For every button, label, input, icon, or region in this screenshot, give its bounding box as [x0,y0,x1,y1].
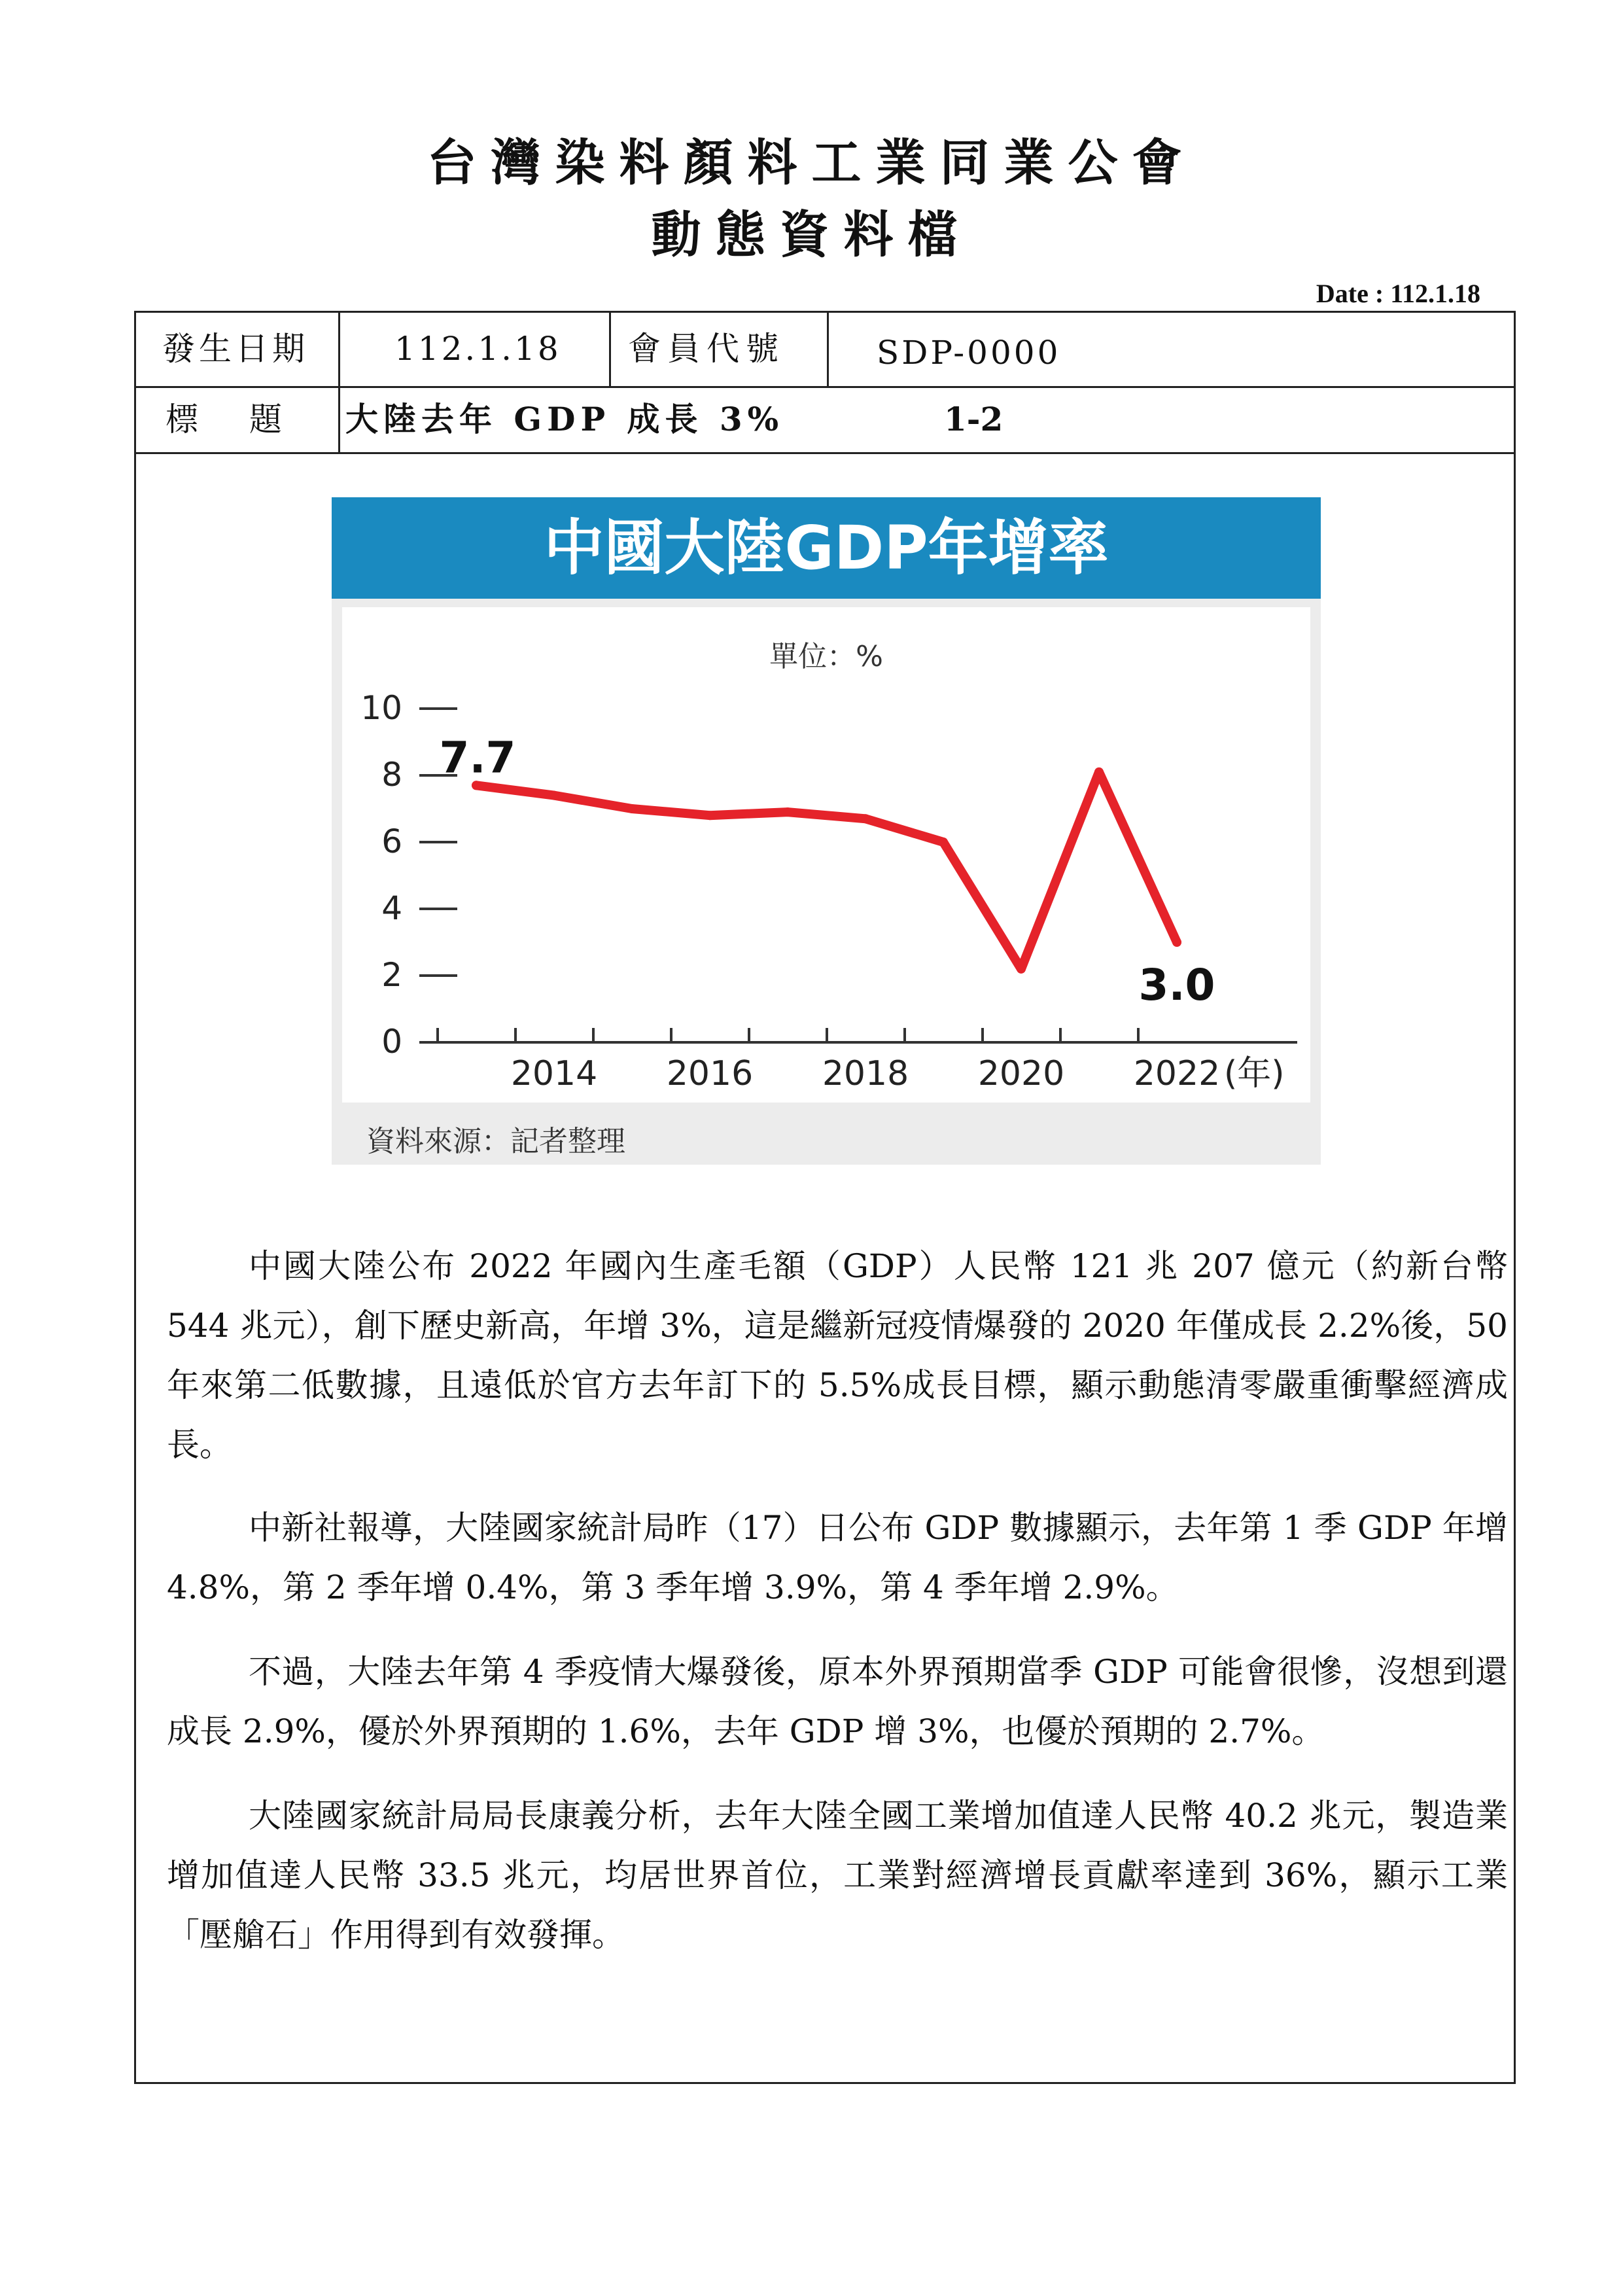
data-point [861,814,870,823]
article-paragraph-1: 中國大陸公布 2022 年國內生產毛額（GDP）人民幣 121 兆 207 億元（約新台幣 544 兆元），創下歷史新高，年增 3%，這是繼新冠疫情爆發的 2020 年僅成長 2.2%後，50 年來第二低數據，且遠低於官方去年訂下的 5.5%成長目標，顯示動態清零嚴重衝擊經濟成長。 [167,1247,1508,1464]
association-title: 台灣染料顏料工業同業公會 [427,133,1196,192]
table-divider [136,386,1514,388]
data-label-2022: 3.0 [1138,960,1215,1010]
chart-svg [342,607,1310,1103]
x-tick-label: 2014 [510,1054,598,1093]
gdp-chart [332,497,1321,1165]
x-axis-unit: (年) [1224,1054,1285,1093]
table-divider [609,313,611,386]
chart-unit-label: 單位：% [769,640,883,673]
data-point [1094,768,1104,777]
data-point [783,807,792,817]
x-tick-label: 2016 [666,1054,754,1093]
y-tick-label: 6 [381,822,402,860]
y-tick-label: 2 [381,956,402,994]
y-tick-label: 4 [381,889,402,927]
data-label-2013: 7.7 [439,732,516,783]
chart-source: 資料來源：記者整理 [366,1125,625,1158]
document-title: 動態資料檔 [651,205,972,264]
x-tick-label: 2020 [977,1054,1065,1093]
page-reference: 1-2 [944,400,1003,438]
chart-title: 中國大陸GDP年增率 [544,513,1109,583]
x-tick-label: 2018 [822,1054,909,1093]
subject-label: 標 題 [166,400,291,438]
table-divider [338,313,340,452]
date-value: 112.1.18 [394,330,561,368]
member-label: 會員代號 [628,330,785,368]
gdp-growth-line [476,772,1177,969]
date-label: 發生日期 [162,330,309,368]
document-date: Date : 112.1.18 [1316,279,1480,308]
data-point [705,811,714,820]
article-paragraph-4: 大陸國家統計局局長康義分析，去年大陸全國工業增加值達人民幣 40.2 兆元，製造業增加值達人民幣 33.5 兆元，均居世界首位，工業對經濟增長貢獻率達到 36%，顯示工業「壓艙石」作用得到有效發揮。 [167,1797,1508,1954]
data-point [1172,938,1181,947]
subject-value: 大陸去年 GDP 成長 3% [345,400,784,438]
data-point [939,838,948,847]
table-divider [136,452,1514,454]
article-paragraph-3: 不過，大陸去年第 4 季疫情大爆發後，原本外界預期當季 GDP 可能會很慘，沒想到還成長 2.9%，優於外界預期的 1.6%，去年 GDP 增 3%，也優於預期的 2.7%。 [167,1653,1508,1750]
chart-plot-panel [342,607,1310,1103]
y-tick-label: 10 [360,689,402,727]
y-tick-label: 0 [381,1023,402,1061]
article-paragraph-2: 中新社報導，大陸國家統計局昨（17）日公布 GDP 數據顯示，去年第 1 季 GDP 年增 4.8%，第 2 季年增 0.4%，第 3 季年增 3.9%，第 4 季年增 2.9%。 [167,1509,1508,1606]
y-tick-label: 8 [381,756,402,794]
data-point [1017,964,1026,974]
x-tick-label: 2022 [1133,1054,1221,1093]
table-divider [827,313,829,386]
data-point [627,804,637,813]
data-point [550,791,559,800]
member-value: SDP-0000 [877,334,1061,372]
